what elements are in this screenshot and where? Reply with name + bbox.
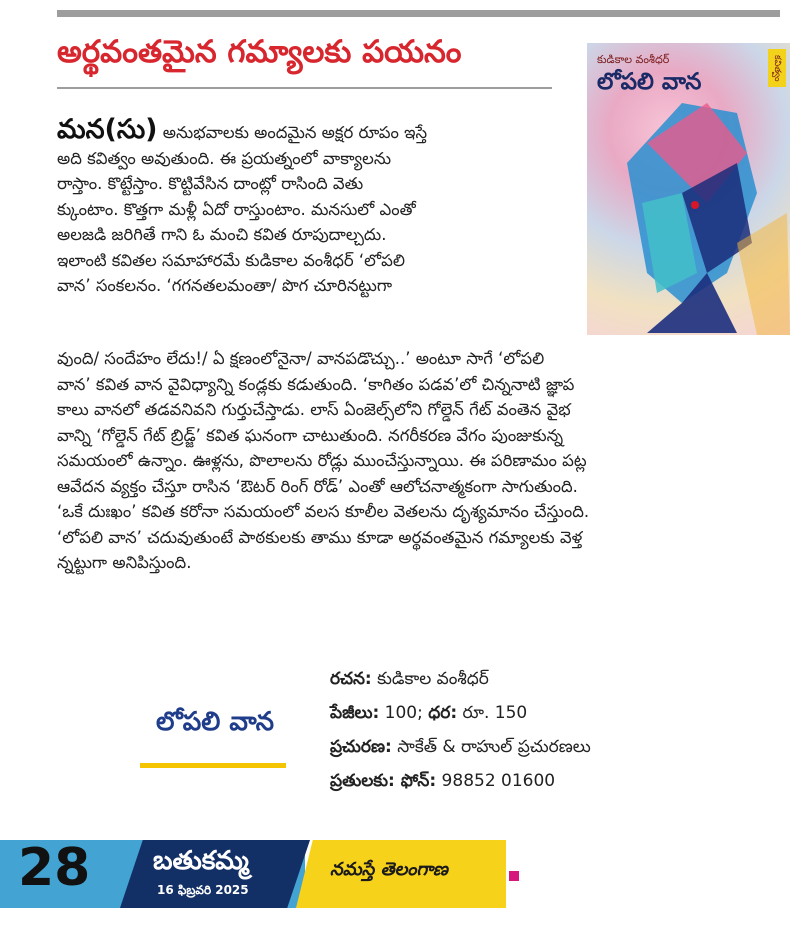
book-cover-image	[587, 43, 790, 335]
body-line: ఆవేదన వ్యక్తం చేస్తూ రాసిన ‘ఔటర్ రింగ్ రోడ్’ ఎంతో ఆలోచనాత్మకంగా సాగుతుంది.	[57, 476, 578, 496]
body-line: వాన’ కవిత వాన వైవిధ్యాన్ని కండ్లకు కడుతుంది. ‘కాగితం పడవ’లో చిన్ననాటి జ్ఞాప	[57, 374, 575, 394]
detail-value: 100;	[379, 703, 429, 723]
page-number: 28	[18, 838, 91, 898]
detail-label: ధర:	[428, 703, 458, 723]
detail-publisher	[330, 730, 591, 764]
book-details	[330, 662, 591, 798]
drop-word: మన(సు)	[57, 114, 158, 145]
cover-title: లోపలి వాన	[597, 69, 702, 95]
cover-author: కుడికాల వంశీధర్	[597, 53, 670, 66]
article-headline: అర్థవంతమైన గమ్యాలకు పయనం	[57, 34, 462, 70]
detail-value: రూ. 150	[457, 703, 528, 723]
detail-value: సాకేత్ & రాహుల్ ప్రచురణలు	[391, 737, 591, 757]
detail-value: కుడికాల వంశీధర్	[371, 669, 489, 689]
body-line: క్కుంటాం. కొత్తగా మళ్లీ ఏదో రాస్తుంటాం. మనసులో ఎంతో	[57, 199, 416, 219]
body-line: వుంది/ సందేహం లేదు!/ ఏ క్షణంలోనైనా/ వానపడొచ్చు..’ అంటూ సాగే ‘లోపలి	[57, 349, 545, 368]
first-line	[57, 114, 428, 146]
body-line: ‘లోపలి వాన’ చదువుతుంటే పాఠకులకు తాము కూడా అర్థవంతమైన గమ్యాలకు వెళ్త	[57, 527, 583, 547]
magazine-name: బతుకమ్మ	[153, 846, 249, 876]
body-line: అది కవిత్వం అవుతుంది. ఈ ప్రయత్నంలో వాక్యాలను	[57, 148, 392, 168]
article-body-column	[57, 114, 428, 299]
pink-square-icon	[509, 871, 519, 881]
body-line: వాన’ సంకలనం. ‘గగనతలమంతా/ పొగ చూరినట్టుగా	[57, 276, 393, 295]
headline-divider	[57, 87, 552, 89]
body-line: రాస్తాం. కొట్టేస్తాం. కొట్టివేసిన దాంట్లో రాసింది వెతు	[57, 174, 364, 193]
detail-value: 98852 01600	[436, 771, 556, 791]
article-body-full-width	[57, 346, 589, 576]
detail-label: ప్రతులకు: ఫోన్:	[330, 771, 437, 791]
body-line: ఇలాంటి కవితల సమాహారమే కుడికాల వంశీధర్ ‘లోపలి	[57, 250, 405, 270]
detail-label: ప్రచురణ:	[330, 737, 392, 757]
body-line: అలజడి జరిగితే గాని ఓ మంచి కవిత రూపుదాల్చదు.	[57, 225, 387, 244]
body-line: ‘ఒకే దుఃఖం’ కవిత కరోనా సమయంలో వలస కూలీల వెతలను దృశ్యమానం చేస్తుంది.	[57, 502, 590, 521]
body-line: వాన్ని ‘గోల్డెన్ గేట్ బ్రిడ్జ్’ కవిత ఘనంగా చాటుతుంది. నగరీకరణ వేగం పుంజుకున్న	[57, 425, 564, 445]
body-line: సమయంలో ఉన్నాం. ఊళ్లను, పొలాలను రోడ్లు ముంచేస్తున్నాయి. ఈ పరిణామం పట్ల	[57, 451, 587, 470]
book-title-underline	[140, 763, 286, 768]
detail-label: రచన:	[330, 669, 372, 689]
top-rule	[57, 10, 780, 17]
detail-author	[330, 662, 591, 696]
cover-badge: కవిత్వం	[768, 49, 786, 87]
first-line-text: అనుభవాలకు అందమైన అక్షర రూపం ఇస్తే	[157, 123, 428, 142]
detail-pages-price	[330, 696, 591, 730]
body-line: న్నట్టుగా అనిపిస్తుంది.	[57, 553, 192, 572]
book-title-logo: లోపలి వాన	[156, 707, 275, 737]
body-line: కాలు వానలో తడవనివని గుర్తుచేస్తాడు. లాస్ ఏంజెల్స్‌లోని గోల్డెన్ గేట్ వంతెన వైభ	[57, 400, 571, 419]
detail-label: పేజీలు:	[330, 703, 380, 723]
newspaper-name: నమస్తే తెలంగాణ	[330, 859, 448, 880]
issue-date: 16 ఫిబ్రవరి 2025	[157, 883, 249, 897]
detail-phone	[330, 764, 591, 798]
